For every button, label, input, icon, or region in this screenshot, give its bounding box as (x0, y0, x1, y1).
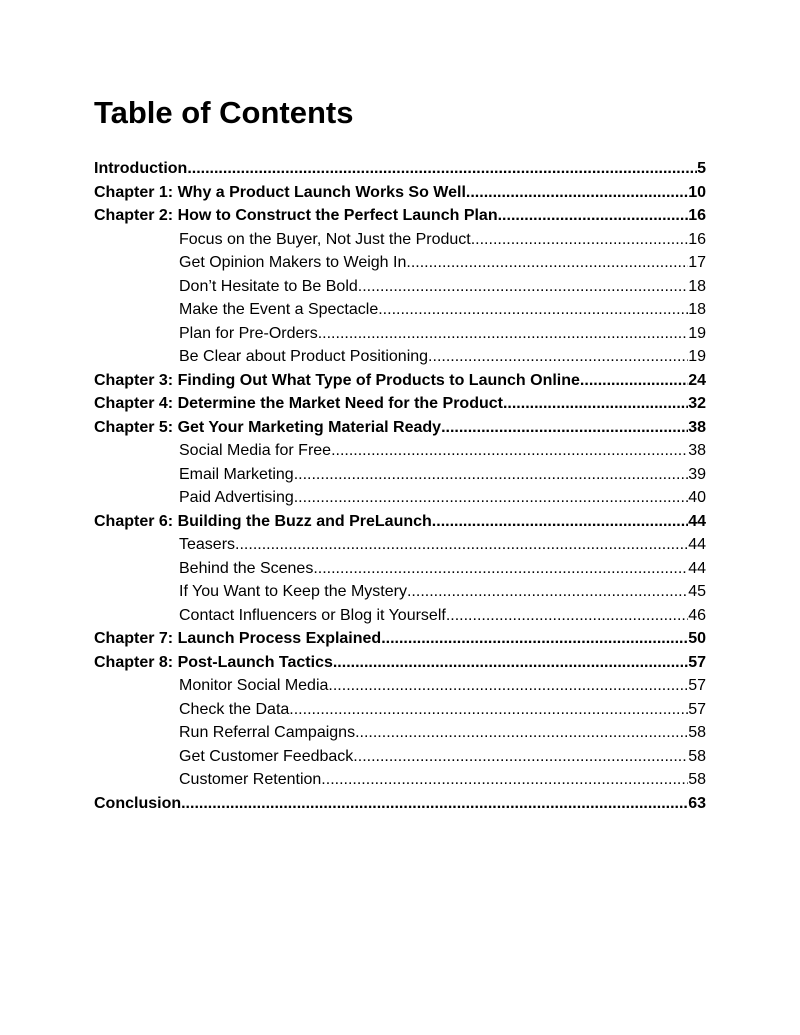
toc-subentry-focus-on-the-buyer[interactable] (94, 228, 706, 252)
dot-leader (187, 157, 697, 181)
toc-entry-page-number: 17 (688, 254, 706, 271)
toc-entry-page-number: 58 (688, 771, 706, 788)
dot-leader (321, 768, 688, 792)
dot-leader (331, 439, 688, 463)
toc-subentry-be-bold[interactable] (94, 275, 706, 299)
toc-entry-chapter-4[interactable] (94, 392, 706, 416)
toc-entry-label: Customer Retention (179, 771, 322, 788)
toc-entry-page-number: 50 (688, 630, 706, 647)
dot-leader (503, 392, 688, 416)
toc-entry-label: If You Want to Keep the Mystery (179, 583, 407, 600)
toc-entry-label: Chapter 2: How to Construct the Perfect Launch Plan (94, 207, 498, 224)
dot-leader (428, 345, 688, 369)
toc-subentry-opinion-makers[interactable] (94, 251, 706, 275)
page-title: Table of Contents (94, 95, 354, 130)
toc-entry-introduction[interactable] (94, 157, 706, 181)
toc-subentry-email-marketing[interactable] (94, 463, 706, 487)
toc-entry-page-number: 16 (688, 230, 706, 248)
toc-subentry-contact-influencers[interactable] (94, 604, 706, 628)
toc-subentry-keep-the-mystery[interactable] (94, 580, 706, 604)
toc-entry-label: Chapter 8: Post-Launch Tactics (94, 653, 333, 671)
toc-entry-page-number: 44 (688, 536, 706, 553)
dot-leader (441, 416, 688, 440)
toc-subentry-positioning[interactable] (94, 345, 706, 369)
toc-entry-label: Run Referral Campaigns (179, 724, 356, 741)
dot-leader (471, 228, 688, 252)
toc-entry-label: Get Customer Feedback (179, 747, 354, 765)
dot-leader (446, 604, 688, 628)
toc-entry-page-number: 32 (688, 395, 706, 412)
toc-entry-page-number: 38 (688, 442, 706, 459)
dot-leader (289, 698, 688, 722)
dot-leader (181, 792, 688, 816)
toc-entry-label: Social Media for Free (179, 442, 332, 459)
toc-list (94, 157, 706, 815)
toc-entry-label: Conclusion (94, 794, 182, 812)
toc-subentry-pre-orders[interactable] (94, 322, 706, 346)
dot-leader (407, 580, 688, 604)
toc-entry-label: Chapter 5: Get Your Marketing Material Ready (94, 418, 442, 436)
toc-entry-page-number: 57 (688, 700, 706, 718)
toc-entry-chapter-2[interactable] (94, 204, 706, 228)
toc-entry-page-number: 10 (688, 183, 706, 201)
dot-leader (235, 533, 688, 557)
toc-entry-label: Don’t Hesitate to Be Bold (179, 277, 358, 295)
toc-subentry-teasers[interactable] (94, 533, 706, 557)
toc-entry-label: Chapter 4: Determine the Market Need for the Product (94, 395, 503, 412)
toc-entry-chapter-1[interactable] (94, 181, 706, 205)
toc-subentry-customer-feedback[interactable] (94, 745, 706, 769)
dot-leader (294, 486, 688, 510)
toc-subentry-customer-retention[interactable] (94, 768, 706, 792)
toc-entry-label: Behind the Scenes (179, 559, 314, 577)
toc-entry-page-number: 46 (688, 606, 706, 624)
toc-entry-chapter-3[interactable] (94, 369, 706, 393)
dot-leader (498, 204, 689, 228)
toc-entry-chapter-7[interactable] (94, 627, 706, 651)
toc-entry-label: Contact Influencers or Blog it Yourself (179, 606, 446, 624)
dot-leader (580, 369, 688, 393)
dot-leader (294, 463, 689, 487)
toc-entry-label: Focus on the Buyer, Not Just the Product (179, 230, 471, 248)
toc-entry-page-number: 5 (697, 160, 706, 177)
toc-entry-page-number: 45 (688, 583, 706, 600)
toc-subentry-social-media-free[interactable] (94, 439, 706, 463)
toc-entry-label: Check the Data (179, 700, 290, 718)
toc-entry-chapter-6[interactable] (94, 510, 706, 534)
toc-entry-chapter-5[interactable] (94, 416, 706, 440)
toc-entry-page-number: 44 (688, 559, 706, 577)
dot-leader (328, 674, 688, 698)
toc-subentry-check-the-data[interactable] (94, 698, 706, 722)
toc-subentry-spectacle[interactable] (94, 298, 706, 322)
toc-entry-page-number: 18 (688, 301, 706, 318)
toc-entry-label: Chapter 1: Why a Product Launch Works So Well (94, 183, 466, 201)
toc-entry-label: Make the Event a Spectacle (179, 301, 379, 318)
toc-entry-label: Be Clear about Product Positioning (179, 348, 429, 365)
toc-entry-label: Chapter 6: Building the Buzz and PreLaunch (94, 512, 432, 530)
toc-entry-chapter-8[interactable] (94, 651, 706, 675)
toc-entry-conclusion[interactable] (94, 792, 706, 816)
dot-leader (313, 557, 688, 581)
toc-entry-page-number: 19 (688, 348, 706, 365)
toc-subentry-monitor-social-media[interactable] (94, 674, 706, 698)
toc-subentry-referral-campaigns[interactable] (94, 721, 706, 745)
toc-entry-page-number: 58 (688, 724, 706, 741)
dot-leader (358, 275, 688, 299)
dot-leader (333, 651, 688, 675)
toc-entry-label: Paid Advertising (179, 489, 294, 506)
toc-entry-page-number: 44 (688, 512, 706, 530)
toc-entry-page-number: 18 (688, 277, 706, 295)
toc-subentry-paid-advertising[interactable] (94, 486, 706, 510)
toc-entry-page-number: 38 (688, 418, 706, 436)
toc-entry-page-number: 63 (688, 794, 706, 812)
toc-entry-page-number: 57 (688, 677, 706, 694)
dot-leader (355, 721, 688, 745)
toc-entry-page-number: 57 (688, 653, 706, 671)
dot-leader (466, 181, 688, 205)
dot-leader (432, 510, 688, 534)
toc-entry-label: Monitor Social Media (179, 677, 329, 694)
dot-leader (381, 627, 688, 651)
toc-entry-page-number: 19 (688, 324, 706, 342)
toc-entry-label: Introduction (94, 160, 188, 177)
toc-subentry-behind-the-scenes[interactable] (94, 557, 706, 581)
toc-entry-page-number: 40 (688, 489, 706, 506)
dot-leader (353, 745, 688, 769)
dot-leader (378, 298, 688, 322)
toc-entry-label: Get Opinion Makers to Weigh In (179, 254, 407, 271)
dot-leader (406, 251, 688, 275)
dot-leader (318, 322, 688, 346)
toc-entry-page-number: 58 (688, 747, 706, 765)
toc-entry-label: Email Marketing (179, 465, 294, 483)
toc-entry-label: Plan for Pre-Orders (179, 324, 318, 342)
toc-entry-page-number: 16 (688, 207, 706, 224)
toc-entry-label: Teasers (179, 536, 236, 553)
toc-entry-page-number: 39 (688, 465, 706, 483)
toc-entry-label: Chapter 3: Finding Out What Type of Products to Launch Online (94, 371, 580, 389)
toc-entry-label: Chapter 7: Launch Process Explained (94, 630, 382, 647)
toc-entry-page-number: 24 (688, 371, 706, 389)
